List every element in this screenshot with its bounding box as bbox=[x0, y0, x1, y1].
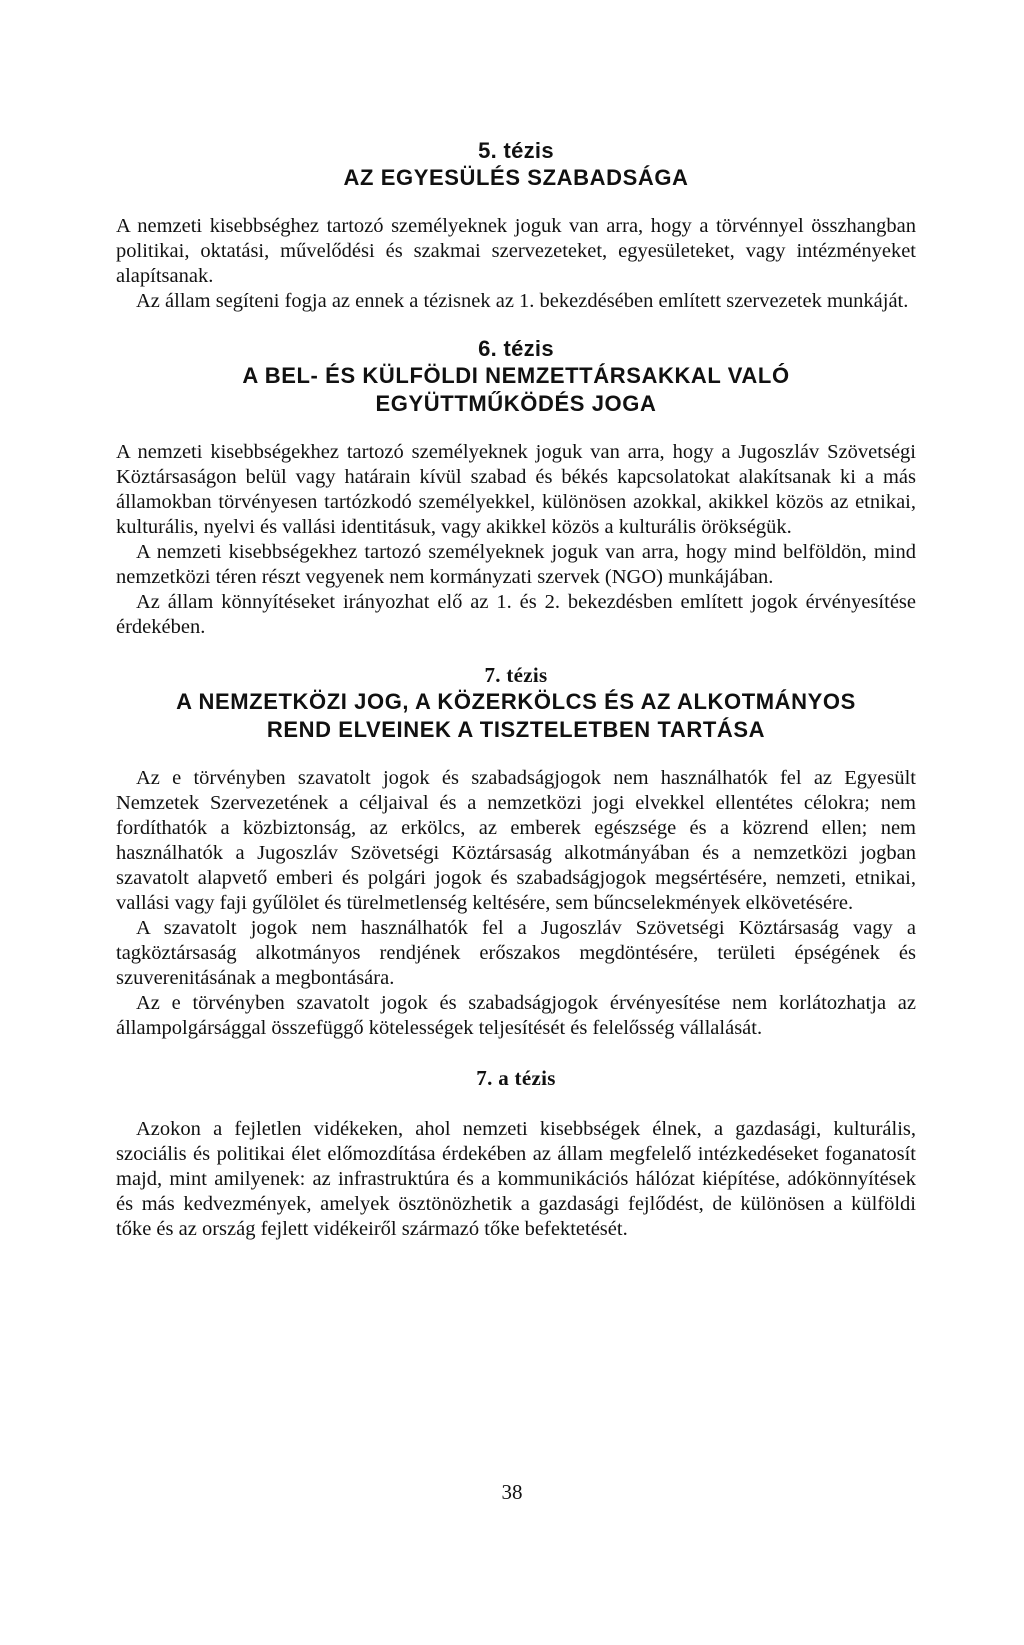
thesis-title-line: REND ELVEINEK A TISZTELETBEN TARTÁSA bbox=[266, 717, 766, 742]
paragraph: A nemzeti kisebbségekhez tartozó személyeknek joguk van arra, hogy mind belföldön, mind nemzetközi téren részt vegyenek nem kormányzati szervek (NGO) munkájában. bbox=[116, 541, 916, 588]
thesis-title-line: A NEMZETKÖZI JOG, A KÖZERKÖLCS ÉS AZ ALKOTMÁNYOS bbox=[176, 689, 856, 714]
thesis-number: 7. tézis bbox=[484, 663, 548, 687]
paragraph: Azokon a fejletlen vidékeken, ahol nemzeti kisebbségek élnek, a gazdasági, kulturális, szociális és politikai élet előmozdítása érdekében az állam megfelelő intézkedéseket foganatosít majd, mint amilyenek: az infrastruktúra és a kommunikációs hálózat kiépítése, adókönnyítések és más kedvezmények, amelyek ösztönözhetik a gazdasági fejlődést, de különösen a külföldi tőke és az ország fejlett vidékeiről származó tőke befektetését. bbox=[116, 1118, 916, 1240]
document-page bbox=[116, 138, 916, 1242]
thesis-title bbox=[116, 164, 916, 192]
page-number: 38 bbox=[501, 1480, 523, 1504]
paragraph: Az e törvényben szavatolt jogok és szabadságjogok nem használhatók fel az Egyesült Nemzetek Szervezetének a céljaival és a nemzetközi jogi elvekkel ellentétes célokra; nem fordíthatók a közbiztonság, az erkölcs, az emberek egészsége és a közrend ellen; nem használhatók a Jugoszláv Szövetségi Köztársaság alkotmányában és a nemzetközi jogban szavatolt alapvető emberi és polgári jogok és szabadságjogok megsértésére, nemzeti, etnikai, vallási vagy faji gyűlölet és türelmetlenség keltésére, sem bűncselekmények elkövetésére. bbox=[116, 767, 916, 914]
thesis-number: 5. tézis bbox=[478, 138, 554, 163]
paragraph: Az e törvényben szavatolt jogok és szabadságjogok érvényesítése nem korlátozhatja az állampolgársággal összefüggő kötelességek teljesítését és felelősség vállalását. bbox=[116, 992, 916, 1039]
thesis-title-line: A BEL- ÉS KÜLFÖLDI NEMZETTÁRSAKKAL VALÓ bbox=[242, 363, 790, 388]
thesis-7a-section bbox=[116, 1065, 916, 1242]
thesis-7-section bbox=[116, 662, 916, 1041]
thesis-number: 7. a tézis bbox=[476, 1066, 556, 1090]
paragraph: A nemzeti kisebbségekhez tartozó személyeknek joguk van arra, hogy a Jugoszláv Szövetségi Köztársaságon belül vagy határain kívül szabad és békés kapcsolatokat alakítsanak ki a más államokban törvényesen tartózkodó személyekkel, különösen azokkal, akikkel közös az etnikai, kulturális, nyelvi és vallási identitásuk, vagy akikkel közös a kulturális örökségük. bbox=[116, 441, 916, 538]
thesis-number: 6. tézis bbox=[478, 336, 554, 361]
paragraph: A nemzeti kisebbséghez tartozó személyeknek joguk van arra, hogy a törvénnyel összhangban politikai, oktatási, művelődési és szakmai szervezeteket, egyesületeket, vagy intézményeket alapítsanak. bbox=[116, 215, 916, 287]
paragraph: A szavatolt jogok nem használhatók fel a Jugoszláv Szövetségi Köztársaság vagy a tagköztársaság alkotmányos rendjének erőszakos megdöntésére, területi épségének és szuverenitásának a megbontására. bbox=[116, 917, 916, 989]
paragraph: Az állam könnyítéseket irányozhat elő az 1. és 2. bekezdésben említett jogok érvényesítése érdekében. bbox=[116, 591, 916, 638]
thesis-title bbox=[116, 362, 916, 418]
thesis-5-section bbox=[116, 138, 916, 314]
thesis-title bbox=[116, 688, 916, 744]
thesis-title-line: EGYÜTTMŰKÖDÉS JOGA bbox=[375, 391, 657, 416]
paragraph: Az állam segíteni fogja az ennek a tézisnek az 1. bekezdésében említett szervezetek munkáját. bbox=[136, 290, 909, 312]
thesis-6-section bbox=[116, 336, 916, 640]
thesis-title-line: AZ EGYESÜLÉS SZABADSÁGA bbox=[343, 165, 689, 190]
